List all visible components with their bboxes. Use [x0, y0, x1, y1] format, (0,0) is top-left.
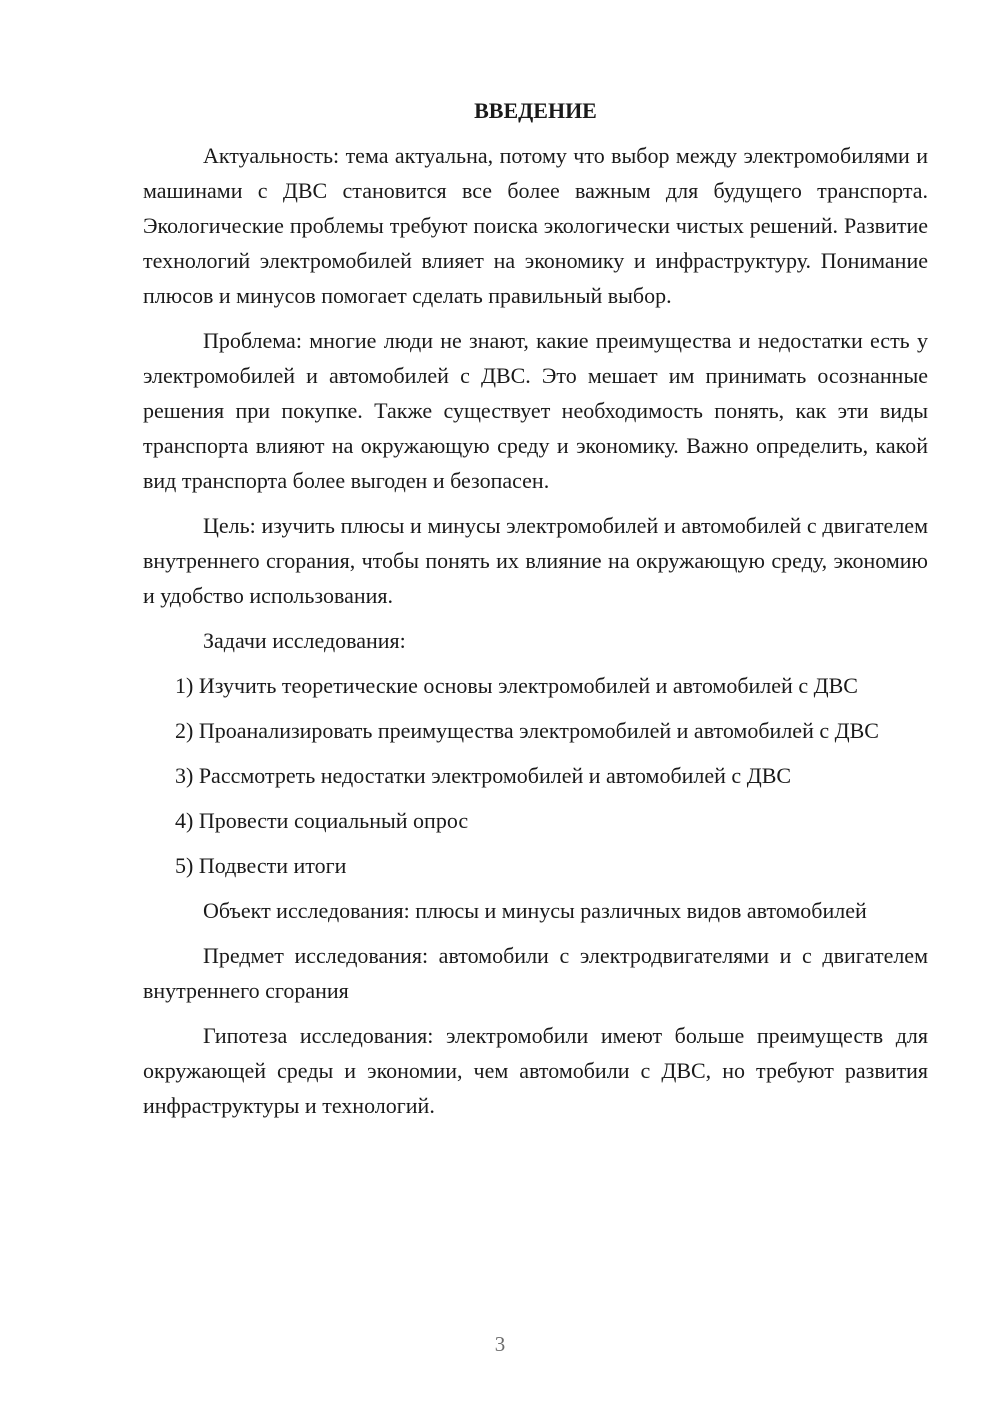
- list-item: 4) Провести социальный опрос: [175, 808, 469, 833]
- document-page: [143, 96, 928, 1133]
- list-item: 3) Рассмотреть недостатки электромобилей и автомобилей с ДВС: [175, 763, 792, 788]
- tasks-heading: Задачи исследования:: [203, 628, 406, 653]
- paragraph-goal: Цель: изучить плюсы и минусы электромобилей и автомобилей с двигателем внутреннего сгорания, чтобы понять их влияние на окружающую среду, экономию и удобство использования.: [143, 513, 928, 608]
- paragraph-hypothesis: Гипотеза исследования: электромобили имеют больше преимуществ для окружающей среды и экономии, чем автомобили с ДВС, но требуют развития инфраструктуры и технологий.: [143, 1023, 928, 1118]
- list-item: 2) Проанализировать преимущества электромобилей и автомобилей с ДВС: [175, 718, 879, 743]
- page-number: 3: [494, 1332, 506, 1356]
- list-item: 1) Изучить теоретические основы электромобилей и автомобилей с ДВС: [175, 673, 858, 698]
- list-item: 5) Подвести итоги: [175, 853, 347, 878]
- paragraph-problem: Проблема: многие люди не знают, какие преимущества и недостатки есть у электромобилей и автомобилей с ДВС. Это мешает им принимать осознанные решения при покупке. Также существует необходимость понять, как эти виды транспорта влияют на окружающую среду и экономику. Важно определить, какой вид транспорта более выгоден и безопасен.: [143, 328, 928, 493]
- tasks-list: [143, 668, 928, 883]
- section-title: ВВЕДЕНИЕ: [474, 98, 597, 123]
- paragraph-relevance: Актуальность: тема актуальна, потому что выбор между электромобилями и машинами с ДВС становится все более важным для будущего транспорта. Экологические проблемы требуют поиска экологически чистых решений. Развитие технологий электромобилей влияет на экономику и инфраструктуру. Понимание плюсов и минусов помогает сделать правильный выбор.: [143, 143, 928, 308]
- paragraph-object: Объект исследования: плюсы и минусы различных видов автомобилей: [203, 898, 867, 923]
- paragraph-subject: Предмет исследования: автомобили с электродвигателями и с двигателем внутреннего сгорания: [143, 943, 928, 1003]
